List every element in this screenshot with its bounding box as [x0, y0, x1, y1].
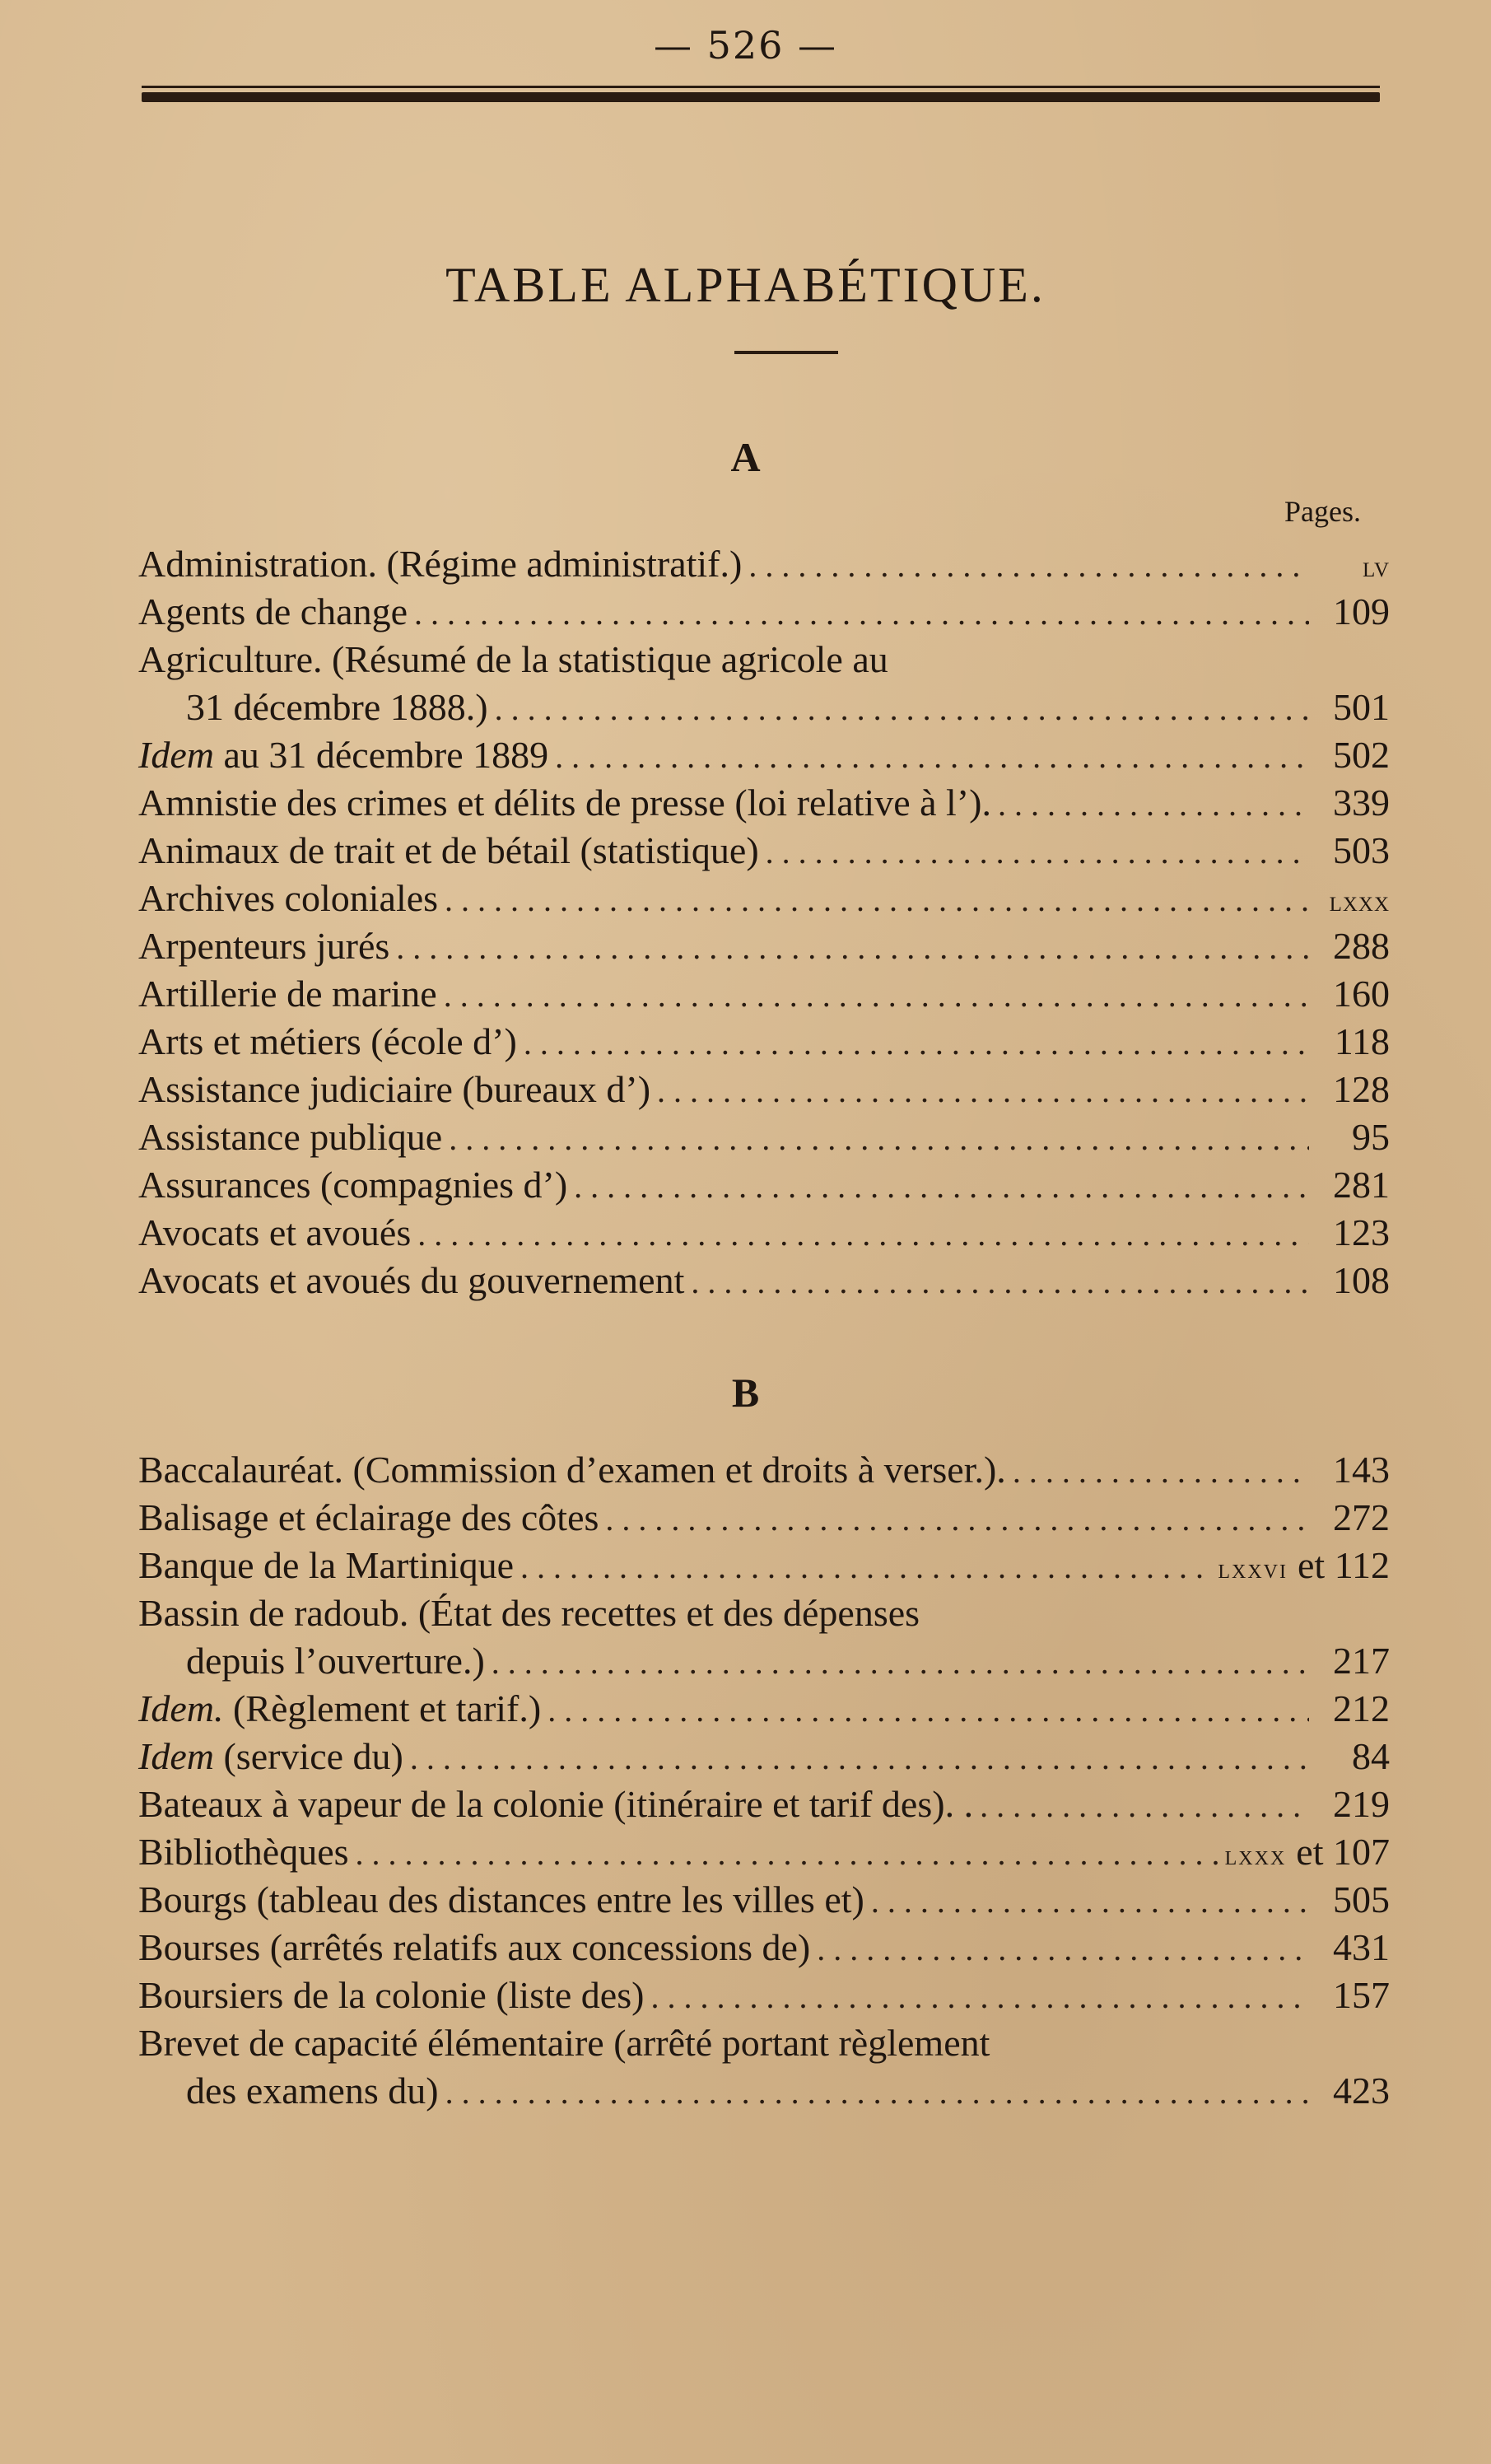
dot-leader — [998, 781, 1309, 828]
entry-text-content: Baccalauréat. (Commission d’examen et droits à verser.). — [138, 1449, 1006, 1491]
section-letter-b: B — [731, 1370, 760, 1416]
index-entry-line — [138, 1685, 1390, 1733]
header-rule-thin — [142, 86, 1380, 88]
entry-text — [138, 922, 389, 970]
page-ref: 160 — [1333, 973, 1390, 1015]
page-ref: 501 — [1333, 686, 1390, 728]
entry-text — [138, 1637, 485, 1685]
entry-text-content: Agents de change — [138, 590, 408, 632]
section-b-entries — [138, 1446, 1390, 2115]
entry-text-content: Assurances (compagnies d’) — [138, 1164, 568, 1206]
index-entry-line — [138, 779, 1390, 827]
index-entry — [138, 970, 1390, 1018]
dot-leader — [396, 924, 1309, 972]
entry-text-content: (Règlement et tarif.) — [223, 1687, 542, 1729]
entry-text-content: Arts et métiers (école d’) — [138, 1020, 517, 1062]
index-entry-line — [138, 875, 1390, 922]
title-rule — [734, 351, 838, 354]
entry-text — [138, 875, 438, 922]
entry-text — [138, 1446, 1006, 1494]
index-entry — [138, 540, 1390, 588]
entry-text-content: Arpenteurs jurés — [138, 925, 390, 967]
entry-text — [138, 1876, 864, 1924]
entry-text — [138, 779, 991, 827]
page-ref: 123 — [1333, 1211, 1390, 1253]
entry-text — [138, 1494, 599, 1542]
entry-text — [138, 1066, 650, 1113]
index-entry-line — [138, 1733, 1390, 1780]
index-entry-line — [138, 1780, 1390, 1828]
dot-leader — [520, 1543, 1211, 1591]
entry-italic-lead: Idem — [138, 1735, 214, 1777]
section-a-entries — [138, 540, 1390, 1304]
entry-text-content: 31 décembre 1888.) — [186, 686, 488, 728]
index-entry-line — [138, 1446, 1390, 1494]
entry-text — [138, 1589, 920, 1637]
entry-text-content: Administration. (Régime administratif.) — [138, 543, 743, 585]
index-entry-line — [138, 922, 1390, 970]
entry-text-content: Bateaux à vapeur de la colonie (itinéraire et tarif des). . — [138, 1783, 974, 1825]
index-entry — [138, 1018, 1390, 1066]
dot-leader — [650, 1973, 1309, 2021]
entry-text — [138, 731, 548, 779]
entry-text-content: Balisage et éclairage des côtes — [138, 1496, 599, 1538]
dot-leader — [748, 542, 1309, 590]
index-entry-line — [138, 1018, 1390, 1066]
section-letter-a: A — [730, 434, 761, 480]
page-ref: lv — [1362, 550, 1390, 583]
header-rule — [142, 92, 1380, 102]
index-entry — [138, 1542, 1390, 1589]
page-ref: et 112 — [1298, 1544, 1390, 1586]
page-ref-roman: lxxx — [1224, 1841, 1287, 1871]
entry-text — [138, 1828, 349, 1876]
index-entry — [138, 922, 1390, 970]
dot-leader — [980, 1782, 1309, 1830]
page-ref: 339 — [1333, 782, 1390, 824]
index-entry — [138, 1066, 1390, 1113]
index-entry-line — [138, 970, 1390, 1018]
entry-text-content: Bourses (arrêtés relatifs aux concessions de) — [138, 1926, 811, 1968]
index-entry — [138, 1113, 1390, 1161]
page-ref: 423 — [1333, 2070, 1390, 2112]
page-ref: 109 — [1333, 590, 1390, 632]
entry-text-content: Assistance publique — [138, 1116, 443, 1158]
entry-text — [138, 1972, 644, 2019]
index-entry-line — [138, 2067, 1390, 2115]
index-entry-line — [138, 1542, 1390, 1589]
page-ref: 281 — [1333, 1164, 1390, 1206]
index-entry — [138, 1685, 1390, 1733]
index-entry — [138, 1876, 1390, 1924]
index-entry — [138, 1494, 1390, 1542]
index-entry — [138, 1589, 1390, 1685]
entry-text — [138, 2019, 990, 2067]
page-ref: lxxx — [1329, 884, 1390, 917]
entry-text — [138, 1257, 684, 1304]
entry-text — [138, 1780, 973, 1828]
index-entry-line — [138, 1972, 1390, 2019]
page-ref: 108 — [1333, 1259, 1390, 1301]
index-entry-line — [138, 588, 1390, 636]
index-entry — [138, 588, 1390, 636]
dot-leader — [414, 590, 1309, 637]
entry-text — [138, 1113, 442, 1161]
page-ref: 84 — [1352, 1735, 1390, 1777]
dot-leader — [356, 1830, 1218, 1878]
dot-leader — [555, 733, 1309, 781]
index-entry-line — [138, 1494, 1390, 1542]
dot-leader — [657, 1067, 1309, 1115]
entry-text-content: Avocats et avoués — [138, 1211, 412, 1253]
entry-text — [138, 540, 742, 588]
index-entry-line — [138, 1066, 1390, 1113]
index-entry-line — [138, 684, 1390, 731]
entry-text-content: Animaux de trait et de bétail (statistique) — [138, 829, 759, 871]
entry-text — [138, 1924, 810, 1972]
page-ref: et 107 — [1296, 1831, 1390, 1873]
entry-text-content: Artillerie de marine — [138, 973, 437, 1015]
entry-italic-lead: Idem — [138, 734, 214, 776]
dot-leader — [871, 1878, 1309, 1925]
index-entry-line — [138, 1113, 1390, 1161]
entry-text — [138, 1733, 403, 1780]
index-entry — [138, 827, 1390, 875]
entry-text — [138, 1685, 541, 1733]
index-entry — [138, 1161, 1390, 1209]
dot-leader — [445, 2069, 1309, 2116]
index-entry — [138, 779, 1390, 827]
dot-leader — [445, 876, 1309, 924]
index-entry — [138, 875, 1390, 922]
dot-leader — [417, 1211, 1309, 1258]
entry-text-content: Avocats et avoués du gouvernement — [138, 1259, 685, 1301]
index-entry-line — [138, 1161, 1390, 1209]
entry-text-content: (service du) — [213, 1735, 403, 1777]
index-entry-line — [138, 2019, 1390, 2067]
dot-leader — [495, 685, 1309, 733]
index-entry — [138, 1972, 1390, 2019]
index-entry-line — [138, 540, 1390, 588]
entry-text-content: Agriculture. (Résumé de la statistique agricole au — [138, 638, 888, 680]
dot-leader — [444, 972, 1309, 1020]
index-entry-line — [138, 1876, 1390, 1924]
dot-leader — [574, 1163, 1309, 1211]
index-entry — [138, 1924, 1390, 1972]
page-ref: 502 — [1333, 734, 1390, 776]
index-entry — [138, 731, 1390, 779]
index-entry — [138, 1209, 1390, 1257]
dot-leader — [691, 1258, 1309, 1306]
page-ref: 95 — [1352, 1116, 1390, 1158]
page-ref: 219 — [1333, 1783, 1390, 1825]
page-ref: 157 — [1333, 1974, 1390, 2016]
index-entry-line — [138, 827, 1390, 875]
entry-text-content: Bourgs (tableau des distances entre les villes et) — [138, 1878, 864, 1920]
pages-column-label: Pages. — [1284, 495, 1361, 528]
index-entry-line — [138, 1209, 1390, 1257]
entry-text-content: Assistance judiciaire (bureaux d’) — [138, 1068, 651, 1110]
entry-text — [138, 1542, 514, 1589]
index-entry-line — [138, 1589, 1390, 1637]
index-entry — [138, 1828, 1390, 1876]
dot-leader — [547, 1687, 1309, 1734]
page-ref: 217 — [1333, 1640, 1390, 1682]
index-entry-line — [138, 1257, 1390, 1304]
page-ref: 118 — [1334, 1020, 1390, 1062]
entry-text-content: Amnistie des crimes et délits de presse (loi relative à l’). — [138, 782, 991, 824]
page-ref: 212 — [1333, 1687, 1390, 1729]
entry-text — [138, 588, 408, 636]
index-entry — [138, 1733, 1390, 1780]
entry-text-content: Bibliothèques — [138, 1831, 349, 1873]
entry-text — [138, 827, 759, 875]
page-number: — 526 — — [653, 23, 838, 68]
dot-leader — [524, 1020, 1309, 1067]
entry-text — [138, 636, 888, 684]
dot-leader — [605, 1496, 1309, 1543]
entry-text-content: Brevet de capacité élémentaire (arrêté portant règlement — [138, 2022, 990, 2064]
index-entry — [138, 1257, 1390, 1304]
index-entry — [138, 636, 1390, 731]
entry-text — [138, 1018, 517, 1066]
dot-leader — [449, 1115, 1309, 1163]
dot-leader — [1013, 1448, 1309, 1496]
entry-text — [138, 684, 488, 731]
entry-text-content: Banque de la Martinique — [138, 1544, 515, 1586]
entry-text-content: depuis l’ouverture.) — [186, 1640, 485, 1682]
index-entry-line — [138, 1828, 1390, 1876]
index-entry — [138, 2019, 1390, 2115]
dot-leader — [410, 1734, 1309, 1782]
page-ref: 503 — [1333, 829, 1390, 871]
entry-text — [138, 1209, 411, 1257]
entry-text-content: Bassin de radoub. (État des recettes et des dépenses — [138, 1592, 920, 1634]
entry-text-content: au 31 décembre 1889 — [213, 734, 549, 776]
page-ref: 272 — [1333, 1496, 1390, 1538]
entry-text-content: Archives coloniales — [138, 877, 439, 919]
entry-text — [138, 1161, 567, 1209]
index-entry-line — [138, 1637, 1390, 1685]
page-ref: 128 — [1333, 1068, 1390, 1110]
dot-leader — [817, 1925, 1309, 1973]
index-entry — [138, 1780, 1390, 1828]
page-ref: 143 — [1333, 1449, 1390, 1491]
entry-text-content: des examens du) — [186, 2070, 439, 2112]
page-ref: 431 — [1333, 1926, 1390, 1968]
index-entry — [138, 1446, 1390, 1494]
page-ref: 288 — [1333, 925, 1390, 967]
index-entry-line — [138, 1924, 1390, 1972]
index-entry-line — [138, 731, 1390, 779]
page-title: TABLE ALPHABÉTIQUE. — [445, 258, 1046, 312]
entry-italic-lead: Idem. — [138, 1687, 224, 1729]
index-entry-line — [138, 636, 1390, 684]
page-ref-roman: lxxvi — [1218, 1554, 1288, 1584]
entry-text-content: Boursiers de la colonie (liste des) — [138, 1974, 645, 2016]
dot-leader — [492, 1639, 1309, 1687]
page-ref: 505 — [1333, 1878, 1390, 1920]
entry-text — [138, 970, 437, 1018]
dot-leader — [766, 828, 1309, 876]
entry-text — [138, 2067, 439, 2115]
